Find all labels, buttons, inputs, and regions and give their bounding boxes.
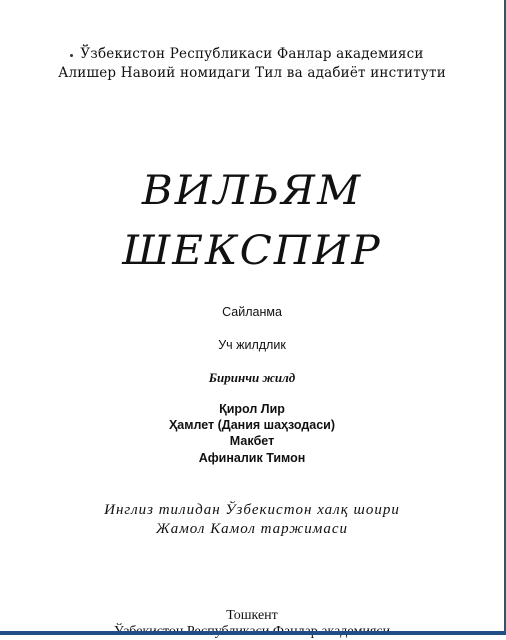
volume-label: Биринчи жилд	[208, 370, 296, 385]
institution-line-1: Ўзбекистон Республикаси Фанлар академияси	[80, 46, 424, 62]
edition-label: Уч жилдлик	[218, 338, 286, 352]
author-last-name: ШЕКСПИР	[122, 228, 382, 274]
contents-item: Қирол Лир	[219, 402, 285, 416]
author-first-name: ВИЛЬЯМ	[141, 168, 363, 214]
subtitle: Сайланма	[222, 305, 282, 319]
translator-line-2: Жамол Камол таржимаси	[155, 521, 348, 537]
contents-item: Ҳамлет (Дания шаҳзодаси)	[168, 418, 336, 432]
contents-item: Афиналик Тимон	[198, 451, 306, 465]
contents-item: Макбет	[229, 434, 275, 448]
viewer-bottom-bar	[0, 631, 506, 635]
translator-line-1: Инглиз тилидан Ўзбекистон халқ шоири	[104, 502, 400, 518]
imprint-city: Тошкент	[226, 608, 278, 623]
institution-line-2: Алишер Навоий номидаги Тил ва адабиёт институти	[58, 65, 446, 81]
